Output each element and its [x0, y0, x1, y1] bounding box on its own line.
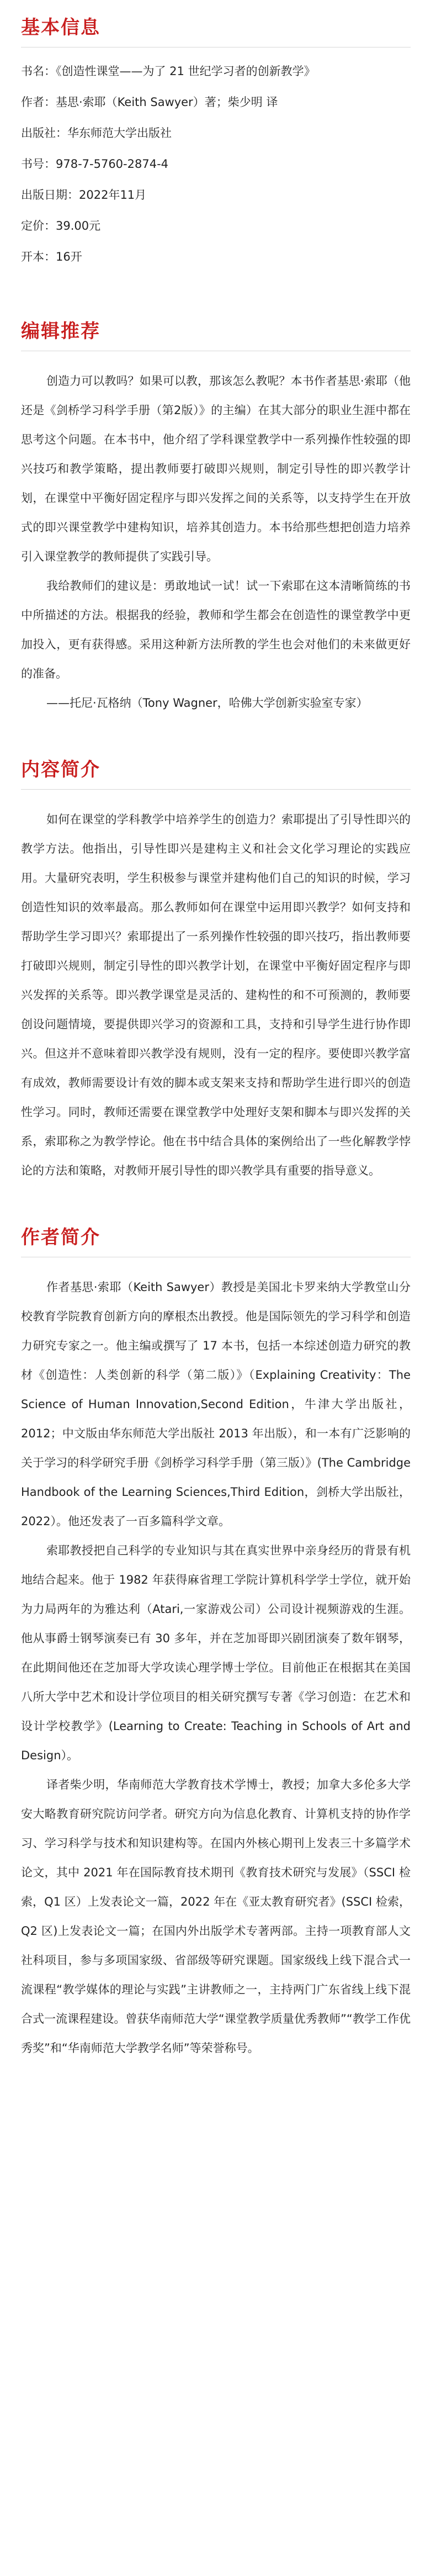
info-row-pub-date: 出版日期：2022年11月	[21, 188, 147, 202]
basic-info-section	[21, 0, 411, 265]
recommend-signature: ——托尼·瓦格纳（Tony Wagner，哈佛大学创新实验室专家）	[46, 696, 368, 710]
author-paragraph: 索耶教授把自己科学的专业知识与其在真实世界中亲身经历的背景有机地结合起来。他于 1982 年获得麻省理工学院计算机科学学士学位，就开始为力局两年的为雅达利（Atari,一家游戏公司）公司设计视频游戏的生涯。他从事爵士钢琴演奏已有 30 多年，并在芝加哥即兴剧团演奏了数年钢琴，在此期间他还在芝加哥大学攻读心理学博士学位。目前他正在根据其在美国八所大学中艺术和设计学位项目的相关研究撰写专著《学习创造：在艺术和设计学校教学》(Learning to Create: Teaching in Schools of Art and Design）。	[21, 1544, 411, 1762]
content-paragraph: 如何在课堂的学科教学中培养学生的创造力？索耶提出了引导性即兴的教学方法。他指出，引导性即兴是建构主义和社会文化学习理论的实践应用。大量研究表明，学生积极参与课堂并建构他们自己的知识的时候，学习创造性知识的效率最高。那么教师如何在课堂中运用即兴教学？如何支持和帮助学生学习即兴？索耶提出了一系列操作性较强的即兴技巧，指出教师要打破即兴规则，制定引导性的即兴教学计划，在课堂中平衡好固定程序与即兴发挥的关系等。即兴教学课堂是灵活的、建构性的和不可预测的，教师要创设问题情境，要提供即兴学习的资源和工具，支持和引导学生进行协作即兴。但这并不意味着即兴教学没有规则，没有一定的程序。要使即兴教学富有成效，教师需要设计有效的脚本或支架来支持和帮助学生进行即兴的创造性学习。同时，教师还需要在课堂教学中处理好支架和脚本与即兴发挥的关系，索耶称之为教学悖论。他在书中结合具体的案例给出了一些化解教学悖论的方法和策略，对教师开展引导性的即兴教学具有重要的指导意义。	[21, 813, 411, 1177]
info-row-format: 开本：16开	[21, 250, 82, 263]
info-row-publisher: 出版社：华东师范大学出版社	[21, 126, 172, 140]
content-intro-heading: 内容简介	[21, 759, 100, 781]
editor-recommend-heading: 编辑推荐	[21, 320, 100, 342]
basic-info-heading: 基本信息	[21, 17, 100, 39]
info-row-price: 定价：39.00元	[21, 219, 101, 232]
author-paragraph: 作者基思·索耶（Keith Sawyer）教授是美国北卡罗来纳大学教堂山分校教育学院教育创新方向的摩根杰出教授。他是国际领先的学习科学和创造力研究专家之一。他主编或撰写了 17 本书，包括一本综述创造力研究的教材《创造性：人类创新的科学（第二版）》（Explaining Creativity：The Science of Human Innovation,Second Edition，牛津大学出版社，2012；中文版由华东师范大学出版社 2013 年出版），和一本有广泛影响的关于学习的科学研究手册《剑桥学习科学手册（第三版）》(The Cambridge Handbook of the Learning Sciences,Third Edition，剑桥大学出版社，2022）。他还发表了一百多篇科学文章。	[21, 1281, 411, 1528]
info-row-author: 作者：基思·索耶（Keith Sawyer）著；柴少明 译	[21, 96, 278, 109]
recommend-paragraph: 创造力可以教吗？如果可以教，那该怎么教呢？本书作者基思·索耶（他还是《剑桥学习科学手册（第2版）》的主编）在其大部分的职业生涯中都在思考这个问题。在本书中，他介绍了学科课堂教学中一系列操作性较强的即兴技巧和教学策略，提出教师要打破即兴规则，制定引导性的即兴教学计划，在课堂中平衡好固定程序与即兴发挥之间的关系等，以支持学生在开放式的即兴课堂教学中建构知识，培养其创造力。本书给那些想把创造力培养引入课堂教学的教师提供了实践引导。	[21, 374, 411, 563]
author-intro-heading: 作者简介	[21, 1226, 100, 1249]
author-intro-section	[21, 1210, 411, 2063]
info-row-title: 书名：《创造性课堂——为了 21 世纪学习者的创新教学》	[21, 65, 316, 78]
recommend-paragraph: 我给教师们的建议是：勇敢地试一试！试一下索耶在这本清晰简练的书中所描述的方法。根据我的经验，教师和学生都会在创造性的课堂教学中更加投入，更有获得感。采用这种新方法所教的学生也会对他们的未来做更好的准备。	[21, 579, 411, 680]
editor-recommend-section	[21, 304, 411, 718]
translator-paragraph: 译者柴少明，华南师范大学教育技术学博士，教授；加拿大多伦多大学安大略教育研究院访问学者。研究方向为信息化教育、计算机支持的协作学习、学习科学与技术和知识建构等。在国内外核心期刊上发表三十多篇学术论文，其中 2021 年在国际教育技术期刊《教育技术研究与发展》（SSCI 检索，Q1 区）上发表论文一篇，2022 年在《亚太教育研究者》(SSCI 检索，Q2 区)上发表论文一篇；在国内外出版学术专著两部。主持一项教育部人文社科项目，参与多项国家级、省部级等研究课题。国家级线上线下混合式一流课程“教学媒体的理论与实践”主讲教师之一，主持两门广东省线上线下混合式一流课程建设。曾获华南师范大学“课堂教学质量优秀教师”“教学工作优秀奖”和“华南师范大学教学名师”等荣誉称号。	[21, 1778, 411, 2055]
info-row-isbn: 书号：978-7-5760-2874-4	[21, 157, 169, 171]
section-divider	[21, 789, 411, 790]
content-intro-section	[21, 742, 411, 1186]
